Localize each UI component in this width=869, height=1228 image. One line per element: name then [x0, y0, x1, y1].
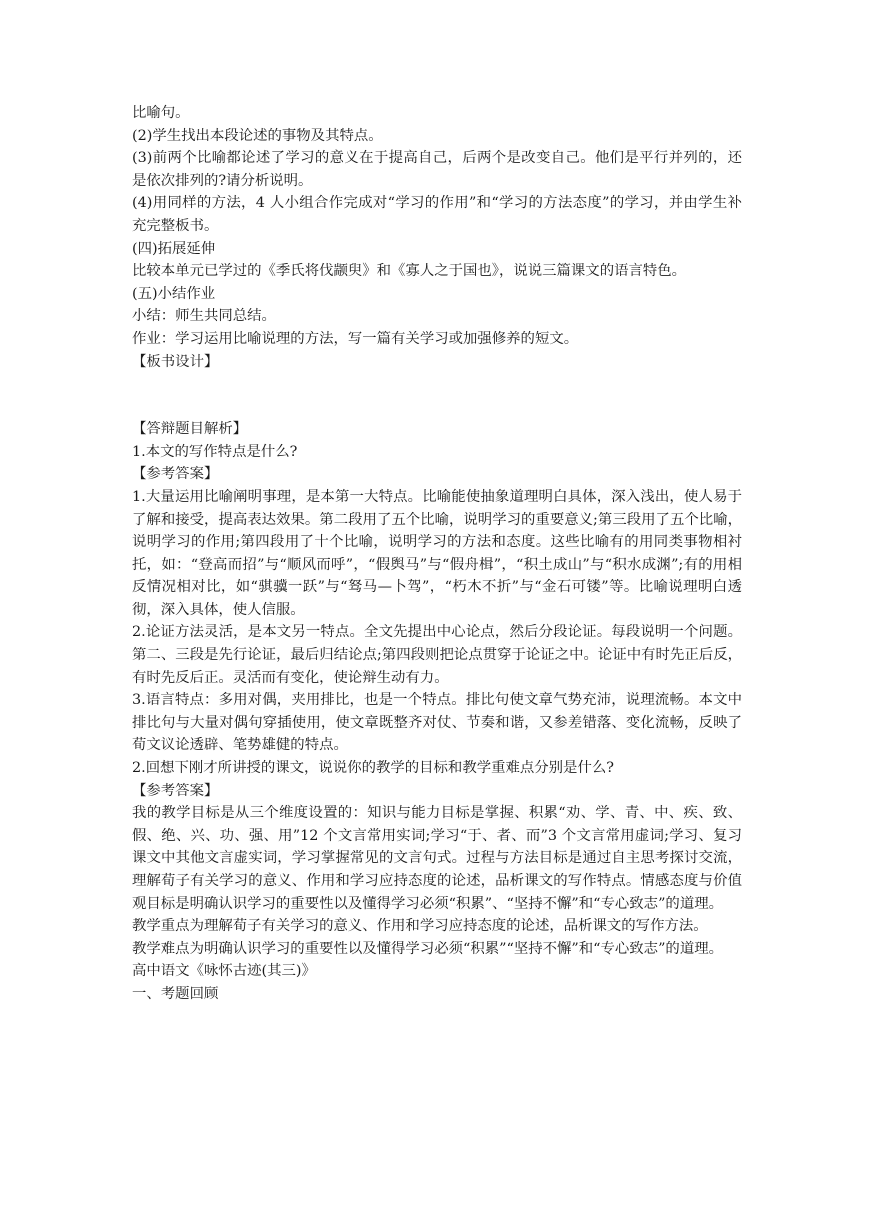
section-heading: (五)小结作业: [132, 285, 216, 302]
answer-paragraph: 教学难点为明确认识学习的重要性以及懂得学习必须“积累”“坚持不懈”和“专心致志”的道理。: [132, 940, 723, 957]
reference-answer-heading: 【参考答案】: [132, 466, 219, 483]
paragraph: (4)用同样的方法，4 人小组合作完成对“学习的作用”和“学习的方法态度”的学习，并由学生补充完整板书。: [132, 195, 742, 234]
question-1: 1.本文的写作特点是什么?: [132, 443, 298, 460]
text-line: 小结：师生共同总结。: [132, 308, 276, 325]
reference-answer-heading: 【参考答案】: [132, 782, 219, 799]
document-page: [132, 102, 742, 1006]
answer-paragraph: 我的教学目标是从三个维度设置的：知识与能力目标是掌握、积累“劝、学、青、中、疾、致、假、绝、兴、功、强、用”12 个文言常用实词;学习“于、者、而”3 个文言常用虚词;学习、复习课文中其他文言虚实词，学习掌握常见的文言句式。过程与方法目标是通过自主思考探讨交流，理解荀子有关学习的意义、作用和学习应持态度的论述，品析课文的写作特点。情感态度与价值观目标是明确认识学习的重要性以及懂得学习必须“积累”、“坚持不懈”和“专心致志”的道理。: [132, 805, 742, 912]
text-line: 作业：学习运用比喻说理的方法，写一篇有关学习或加强修养的短文。: [132, 330, 579, 347]
text-line: 比较本单元已学过的《季氏将伐颛臾》和《寡人之于国也》，说说三篇课文的语言特色。: [132, 263, 687, 280]
text-line: 比喻句。: [132, 105, 190, 121]
paragraph: (3)前两个比喻都论述了学习的意义在于提高自己，后两个是改变自己。他们是平行并列的，还是依次排列的?请分析说明。: [132, 150, 742, 189]
answer-paragraph: 1.大量运用比喻阐明事理，是本第一大特点。比喻能使抽象道理明白具体，深入浅出，使人易于了解和接受，提高表达效果。第二段用了五个比喻，说明学习的重要意义;第三段用了五个比喻，说明学习的作用;第四段用了十个比喻，说明学习的方法和态度。这些比喻有的用同类事物相衬托，如：“登高而招”与“顺风而呼”，“假舆马”与“假舟楫”，“积土成山”与“积水成渊”;有的用相反情况相对比，如“骐骥一跃”与“驽马—卜驾”，“朽木不折”与“金石可镂”等。比喻说理明白透彻，深入具体，使人信服。: [132, 488, 742, 618]
board-design-heading: 【板书设计】: [132, 353, 219, 370]
lesson-title: 高中语文《咏怀古迹(其三)》: [132, 963, 316, 980]
section-heading: 一、考题回顾: [132, 985, 219, 1002]
answer-paragraph: 教学重点为理解荀子有关学习的意义、作用和学习应持态度的论述，品析课文的写作方法。: [132, 918, 708, 935]
answer-paragraph: 3.语言特点：多用对偶，夹用排比，也是一个特点。排比句使文章气势充沛，说理流畅。本文中排比句与大量对偶句穿插使用，使文章既整齐对仗、节奏和谐，又参差错落、变化流畅，反映了荀文议论透辟、笔势雄健的特点。: [132, 692, 742, 754]
text-line: (2)学生找出本段论述的事物及其特点。: [132, 127, 383, 144]
defense-analysis-heading: 【答辩题目解析】: [132, 421, 248, 438]
section-heading: (四)拓展延伸: [132, 240, 216, 257]
answer-paragraph: 2.论证方法灵活，是本文另一特点。全文先提出中心论点，然后分段论证。每段说明一个问题。第二、三段是先行论证，最后归结论点;第四段则把论点贯穿于论证之中。论证中有时先正后反，有时先反后正。灵活而有变化，使论辩生动有力。: [132, 624, 742, 686]
blank-space: [132, 373, 742, 418]
question-2: 2.回想下刚才所讲授的课文，说说你的教学的目标和教学重难点分别是什么?: [132, 760, 614, 777]
